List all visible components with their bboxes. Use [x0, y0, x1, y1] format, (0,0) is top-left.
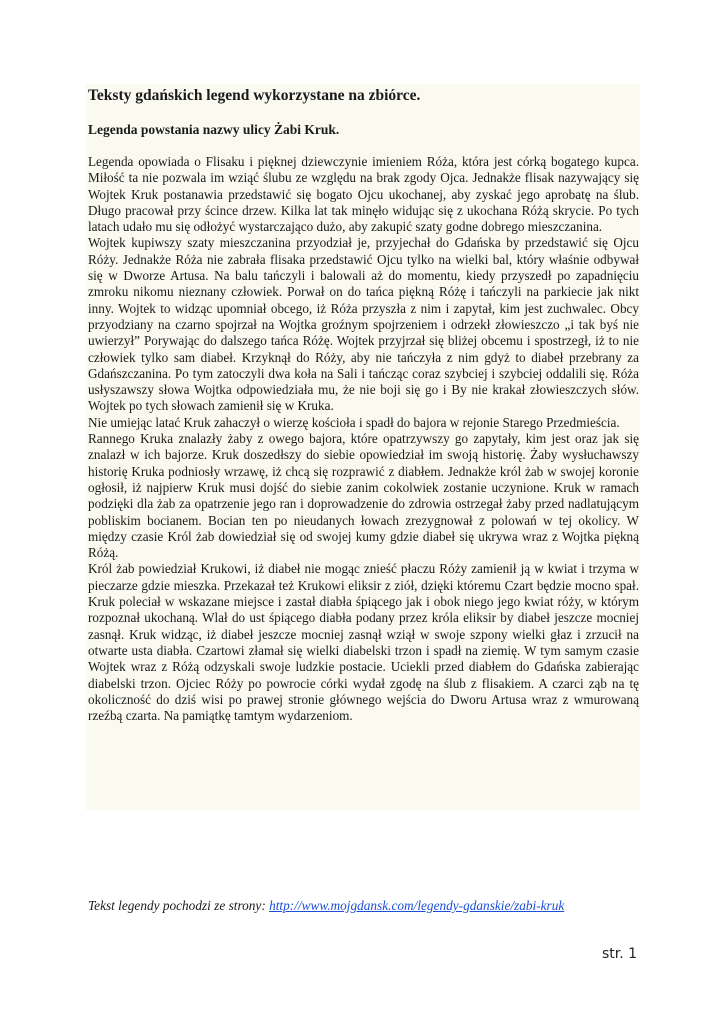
legend-paragraph-1: Legenda opowiada o Flisaku i pięknej dziewczynie imieniem Róża, która jest córką bogatego kupca. Miłość ta nie pozwala im wziąć ślubu ze względu na brak zgody Ojca. Jednakże flisak nazywający się Wojtek Kruk postanawia przedstawić się bogato Ojcu ukochanej, aby zyskać jego aprobatę na ślub. Długo pracował przy ścince drzew. Kilka lat tak minęło widując się z ukochana Różą skrycie. Po tych latach udało mu się odłożyć wystarczająco dużo, aby zakupić szaty godne dobrego mieszczanina. [88, 154, 639, 235]
source-note [88, 897, 648, 915]
source-label: Tekst legendy pochodzi ze strony: [88, 898, 266, 913]
legend-paragraph-5: Król żab powiedział Krukowi, iż diabeł nie mogąc znieść płaczu Róży zamienił ją w kwiat i trzyma w pieczarze gdzie mieszka. Przekazał też Krukowi eliksir z ziół, dzięki któremu Czart będzie mocno spał. Kruk poleciał w wskazane miejsce i zastał diabła śpiącego jak i obok niego jego kwiat róży, w którym rozpoznał ukochaną. Wlał do ust śpiącego diabła podany przez króla eliksir by diabeł jeszcze mocniej zasnął. Kruk widząc, iż diabeł jeszcze mocniej zasnął wziął w swoje szpony wielki głaz i zrzucił na otwarte usta diabła. Czartowi złamał się wielki diabelski trzon i spadł na ziemię. W tym samym czasie Wojtek wraz z Różą odzyskali swoje ludzkie postacie. Uciekli przed diabłem do Gdańska zabierając diabelski trzon. Ojciec Róży po powrocie córki wydał zgodę na ślub z flisakiem. A czarci ząb na tę okoliczność do dziś wisi po prawej stronie głównego wejścia do Dworu Artusa wraz z wmurowaną rzeźbą czarta. Na pamiątkę tamtym wydarzeniom. [88, 561, 639, 724]
legend-subtitle: Legenda powstania nazwy ulicy Żabi Kruk. [88, 122, 340, 137]
legend-paragraph-2: Wojtek kupiwszy szaty mieszczanina przyodział je, przyjechał do Gdańska by przedstawić się Ojcu Róży. Jednakże Róża nie zabrała flisaka przedstawić Ojcu tylko na wielki bal, który właśnie odbywał się w Dworze Artusa. Na balu tańczyli i balowali aż do momentu, kiedy przyszedł po zapadnięciu zmroku nikomu nieznany człowiek. Porwał on do tańca piękną Różę i tańczyli na parkiecie jak nikt inny. Wojtek to widząc upomniał obcego, iż Róża przyszła z nim i zapytał, kim jest zuchwalec. Obcy przyodziany na czarno spojrzał na Wojtka groźnym spojrzeniem i odrzekł złowieszczo „i tak byś nie uwierzył” Porywając do dalszego tańca Różę. Wojtek przyjrzał się bliżej obcemu i spostrzegł, iż to nie człowiek tylko sam diabeł. Krzyknął do Róży, aby nie tańczyła z nim gdyż to diabeł przebrany za Gdańszczanina. Po tym zatoczyli dwa koła na Sali i tańcząc coraz szybciej i szybciej oddalili się. Róża usłyszawszy słowa Wojtka odpowiedziała mu, że nie boji się go i By nie krakał złowieszczych słów. Wojtek po tych słowach zamienił się w Kruka. [88, 235, 639, 414]
legend-paragraph-4: Rannego Kruka znalazły żaby z owego bajora, które opatrzywszy go zapytały, kim jest oraz jak się znalazł w ich bajorze. Kruk doszedłszy do siebie opowiedział im swoją historię. Żaby wysłuchawszy historię Kruka podniosły wrzawę, iż chcą się rozprawić z diabłem. Jednakże król żab w swojej koronie ogłosił, iż najpierw Kruk musi dojść do siebie zanim cokolwiek zostanie uczynione. Kruk w ramach podzięki dla żab za opatrzenie jego ran i doprowadzenie do zdrowia ostrzegał żaby przed nadlatującym pobliskim bocianem. Bocian ten po nieudanych łowach zrezygnował z polowań w tej okolicy. W między czasie Król żab dowiedział się od swojej kumy gdzie diabeł się ukrywa wraz z Wojtka piękną Różą. [88, 431, 639, 561]
legend-paragraph-3: Nie umiejąc latać Kruk zahaczył o wierzę kościoła i spadł do bajora w rejonie Starego Przedmieścia. [88, 414, 620, 430]
document-title: Teksty gdańskich legend wykorzystane na zbiórce. [88, 87, 421, 104]
page-number: str. 1 [601, 946, 637, 962]
source-link[interactable]: http://www.mojgdansk.com/legendy-gdanskie/zabi-kruk [269, 898, 565, 913]
legend-body [88, 154, 639, 724]
